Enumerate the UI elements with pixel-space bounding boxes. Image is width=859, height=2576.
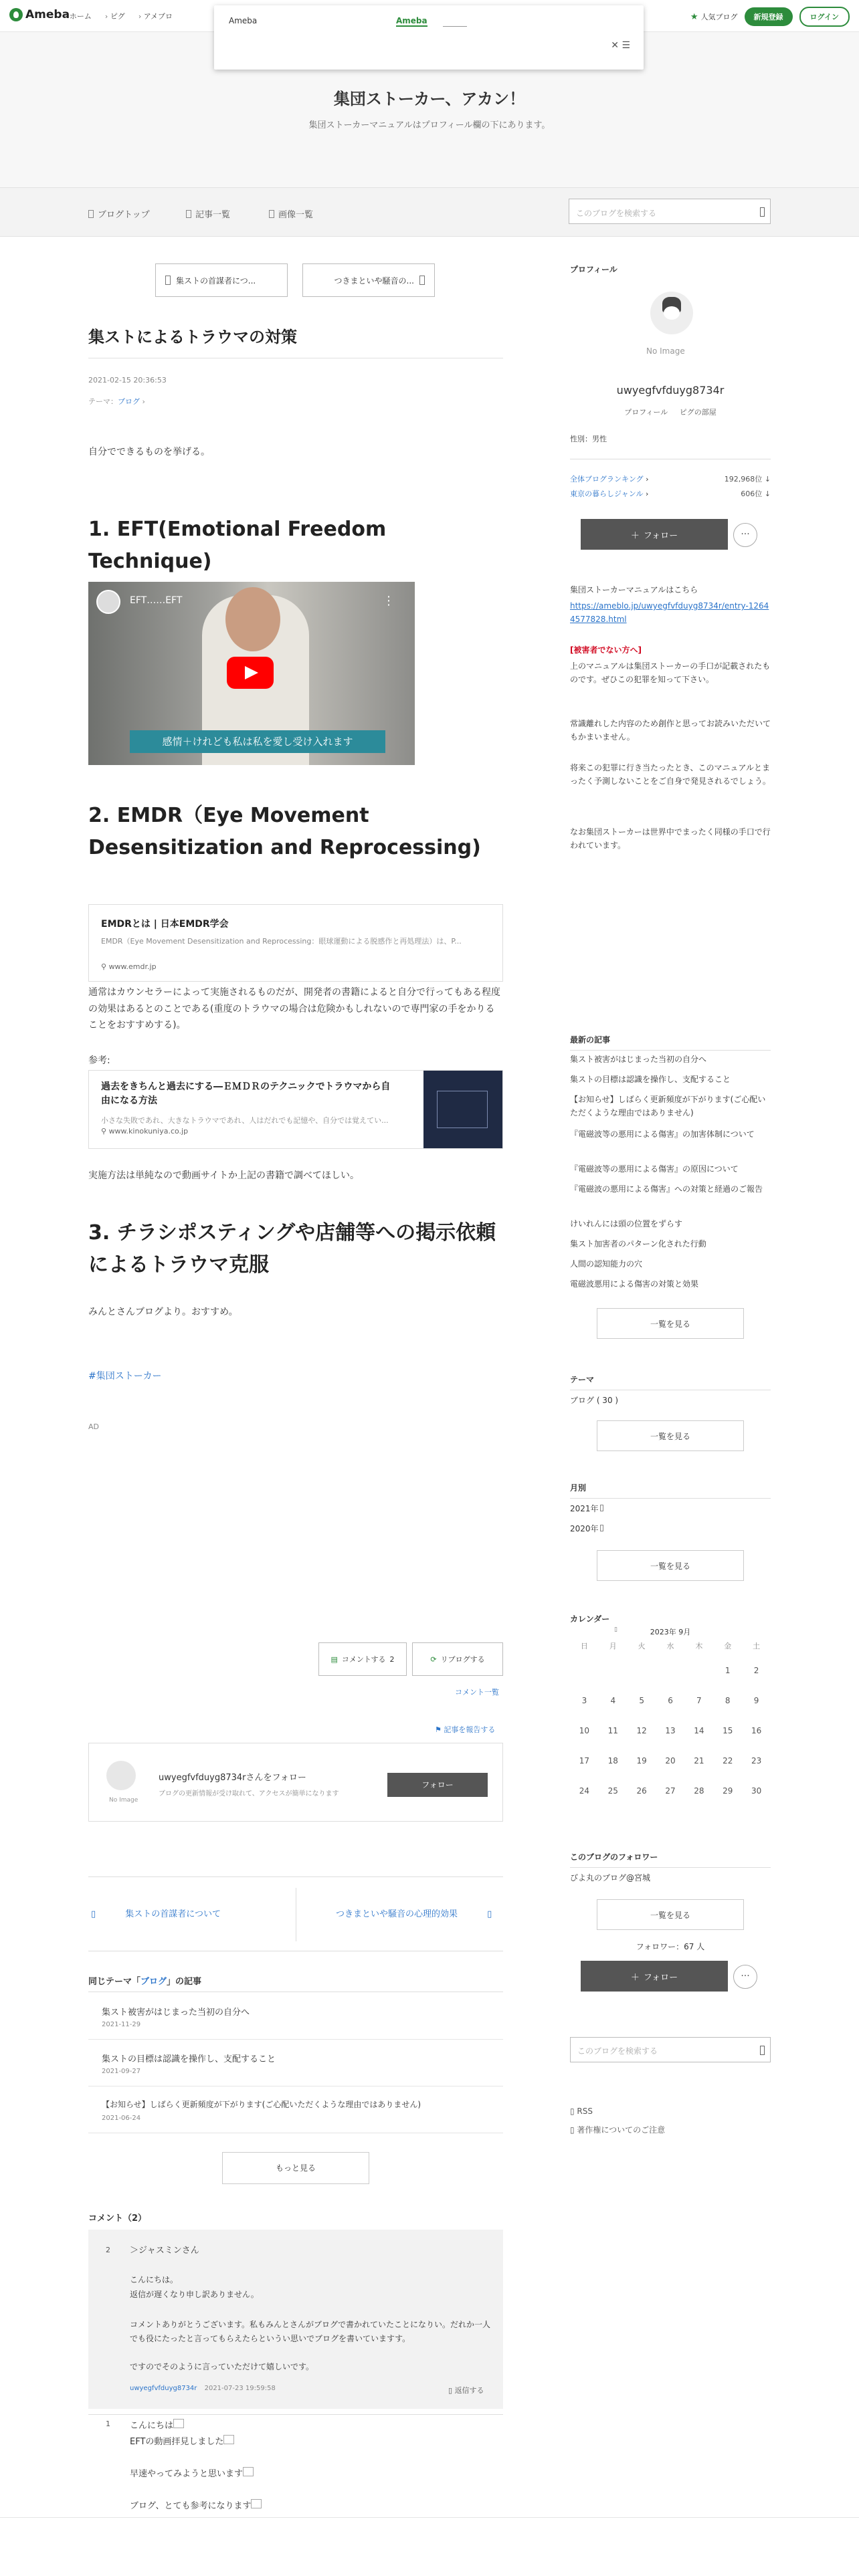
nav-pigg[interactable]: › ピグ <box>105 11 125 21</box>
more-vert-icon[interactable]: ⋮ <box>383 594 395 608</box>
ameba-logo[interactable]: Ameba <box>9 8 70 21</box>
follow-box: No Image uwyegfvfduyg8734rさんをフォロー ブログの更新情報が受け取れて、アクセスが簡単になります フォロー <box>88 1743 503 1822</box>
month-heading: 月別 <box>570 1483 587 1493</box>
video-person-head <box>225 587 280 651</box>
profile-gender: 性別：男性 <box>570 435 607 443</box>
calendar-prev-icon[interactable]: ▯ <box>614 1626 617 1633</box>
comments-header: コメント（2） <box>88 2214 147 2224</box>
follow-subtext: ブログの更新情報が受け取れて、アクセスが簡単になります <box>159 1790 339 1798</box>
month-item[interactable]: 2021年 <box>570 1502 771 1515</box>
comment-author-line: ＞ジャスミンさん <box>130 2246 199 2256</box>
calendar-day[interactable]: 4 <box>610 1696 616 1705</box>
calendar-day[interactable]: 8 <box>725 1696 731 1705</box>
comment-line: 早速やってみようと思います <box>130 2466 254 2479</box>
pig-room-link[interactable]: ピグの部屋 <box>679 408 717 417</box>
profile-avatar[interactable] <box>650 292 693 334</box>
calendar-day <box>628 1656 656 1686</box>
recent-heading: 最新の記事 <box>570 1035 611 1045</box>
calendar-dow: 月 <box>609 1642 617 1650</box>
calendar-day[interactable]: 27 <box>665 1786 676 1796</box>
calendar-day <box>656 1656 685 1686</box>
book-cover-image <box>423 1071 502 1148</box>
link-card-book[interactable] <box>88 1070 503 1149</box>
rss-icon: ▯ <box>570 2107 577 2116</box>
calendar-day[interactable]: 13 <box>665 1726 676 1735</box>
calendar-day[interactable]: 5 <box>639 1696 644 1705</box>
comment-list-link[interactable]: コメント一覧 <box>455 1688 499 1697</box>
entry-date: 2021-02-15 20:36:53 <box>88 376 167 385</box>
blog-nav <box>0 187 859 237</box>
emoji-image <box>173 2419 184 2428</box>
followers-list-button[interactable]: 一覧を見る <box>597 1899 744 1930</box>
video-title[interactable]: EFT……EFT <box>130 595 183 606</box>
section-heading-eft: 1. EFT(Emotional Freedom Technique) <box>88 518 387 573</box>
followers-heading: このブログのフォロワー <box>570 1852 658 1862</box>
calendar-day[interactable]: 28 <box>694 1786 704 1796</box>
follow-button[interactable]: フォロー <box>387 1773 488 1797</box>
hashtag-link[interactable]: #集団ストーカー <box>88 1371 162 1382</box>
method-paragraph: 実施方法は単純なので動画サイトか上記の書籍で調べてほしい。 <box>88 1170 360 1181</box>
calendar-day[interactable]: 23 <box>751 1756 762 1765</box>
comment-line: こんにちは <box>130 2418 184 2431</box>
calendar-day[interactable]: 14 <box>694 1726 704 1735</box>
emoji-image <box>251 2499 262 2508</box>
ameba-dropdown <box>214 5 644 70</box>
entry-intro: 自分でできるものを挙げる。 <box>88 447 210 457</box>
play-icon[interactable] <box>227 657 274 689</box>
recent-item[interactable]: 集スト加害者のパターン化された行動 <box>570 1239 706 1249</box>
section-heading-emdr: 2. EMDR（Eye Movement Desensitization and Reprocessing) <box>88 804 481 859</box>
recent-item[interactable]: けいれんには頭の位置をずらす <box>570 1219 683 1228</box>
month-list-button[interactable]: 一覧を見る <box>597 1550 744 1581</box>
calendar-day[interactable]: 15 <box>723 1726 733 1735</box>
reply-icon: ▯ <box>448 2386 455 2395</box>
calendar-day[interactable]: 17 <box>579 1756 590 1765</box>
close-icon[interactable]: ✕ ☰ <box>611 40 630 51</box>
youtube-embed[interactable] <box>88 582 415 765</box>
theme-item[interactable]: ブログ ( 30 ) <box>570 1396 619 1405</box>
calendar-day[interactable]: 12 <box>636 1726 647 1735</box>
comment-item: 2 ＞ジャスミンさん こんにちは。 返信が遅くなり申し訳ありません。 コメントありがとうございます。私もみんとさんがブログで書かれていたことになりい。だれか一人でも役にたったと言ってもらえたらというい思いでブログを書いていますす。 ですのでそのように言っていただけて嬉しいです。 uwyegfvfduyg8734r 2021-07-23 19:59:58 ▯ 返信する <box>88 2230 503 2409</box>
login-button[interactable]: ログイン <box>799 7 850 27</box>
recent-item[interactable]: 電磁波悪用による傷害の対策と効果 <box>570 1279 699 1289</box>
calendar-day <box>599 1656 628 1686</box>
manual-label: 集団ストーカーマニュアルはこちら <box>570 585 698 595</box>
calendar-day[interactable]: 9 <box>753 1696 759 1705</box>
calendar-day[interactable]: 18 <box>607 1756 618 1765</box>
h3-paragraph: みんとさんブログより。おすすめ。 <box>88 1307 238 1317</box>
nav-image-list[interactable]: 画像一覧 <box>269 207 313 220</box>
report-link[interactable]: ⚑ 記事を報告する <box>435 1725 496 1734</box>
calendar-day[interactable]: 25 <box>607 1786 618 1796</box>
ameba-logo-icon <box>9 8 23 21</box>
calendar-day[interactable]: 10 <box>579 1726 590 1735</box>
chevron-right-icon: ▯ <box>487 1909 492 1919</box>
theme-list-button[interactable]: 一覧を見る <box>597 1420 744 1451</box>
chevron-right-icon <box>419 276 425 285</box>
calendar-day[interactable]: 20 <box>665 1756 676 1765</box>
sidebar-follow-button-2[interactable]: ＋ フォロー <box>581 1961 728 1992</box>
star-icon: ★ <box>690 11 698 22</box>
link-card-emdr[interactable] <box>88 904 503 982</box>
warning-text: 常識離れした内容のため創作と思ってお読みいただいてもかまいません。 <box>570 719 771 742</box>
calendar-day <box>570 1656 599 1686</box>
sidebar-follow-button[interactable]: ＋ フォロー <box>581 519 728 550</box>
calendar-day[interactable]: 11 <box>607 1726 618 1735</box>
emdr-paragraph: 通常はカウンセラーによって実施されるものだが、開発者の書籍によると自分で行ってもある程度の効果はあるとのことである(重度のトラウマの場合は危険かもしれないので専門家の手をかりることをおすすめする)。 <box>88 987 500 1031</box>
blog-description: 集団ストーカーマニュアルはプロフィール欄の下にあります。 <box>308 120 551 130</box>
calendar-day[interactable]: 3 <box>581 1696 587 1705</box>
more-options-button-2[interactable]: ··· <box>733 1965 757 1989</box>
related-theme-link[interactable]: ブログ <box>140 1977 167 1987</box>
more-options-button[interactable]: ··· <box>733 523 757 547</box>
related-item[interactable]: 【お知らせ】しばらく更新頻度が下がります(ご心配いただくような理由ではありません) 2021-06-24 <box>88 2089 503 2133</box>
signup-button[interactable]: 新規登録 <box>745 7 793 26</box>
recent-item[interactable]: 集スト被害がはじまった当初の自分へ <box>570 1055 707 1064</box>
manual-link[interactable]: https://ameblo.jp/uwyegfvfduyg8734r/entry-12644577828.html <box>570 601 769 625</box>
ranking-genre: 東京の暮らしジャンル › 606位 ↓ <box>570 490 771 498</box>
recent-item[interactable]: 『電磁波等の悪用による傷害』の加害体制について <box>570 1130 755 1139</box>
nav-home[interactable]: › ホーム <box>64 11 92 21</box>
video-caption: 感情＋けれども私は私を愛し受け入れます <box>130 730 385 753</box>
card-url: ⚲ www.emdr.jp <box>101 962 157 971</box>
ad-label: AD <box>88 1422 99 1431</box>
recent-list-button[interactable]: 一覧を見る <box>597 1308 744 1339</box>
blog-title[interactable]: 集団ストーカー、アカン！ <box>333 90 526 108</box>
calendar-day[interactable]: 1 <box>725 1666 731 1675</box>
calendar-month: 2023年 9月 <box>650 1628 691 1636</box>
calendar <box>570 1637 771 1806</box>
reblog-icon: ⟳ <box>430 1654 437 1664</box>
calendar-day <box>684 1656 713 1686</box>
calendar-day[interactable]: 24 <box>579 1786 590 1796</box>
channel-avatar[interactable] <box>96 590 120 614</box>
nav-blog-top[interactable]: ブログトップ <box>88 207 150 220</box>
calendar-dow: 水 <box>666 1642 674 1650</box>
comment-line: EFTの動画拝見しました <box>130 2434 234 2447</box>
chevron-left-icon <box>165 276 171 285</box>
home-icon <box>88 210 94 218</box>
blog-search-input[interactable]: このブログを検索する <box>569 199 771 224</box>
month-item[interactable]: 2020年 <box>570 1522 771 1535</box>
pager-prev[interactable]: ▯ 集ストの首謀者について <box>91 1909 221 1919</box>
search-icon[interactable] <box>760 2046 765 2055</box>
warning-text: 将来この犯罪に行き当たったとき、このマニュアルとまったく予測しないことをご自身で発見されるでしょう。 <box>570 763 771 786</box>
calendar-day[interactable]: 19 <box>636 1756 647 1765</box>
card-title: 過去をきちんと過去にする―ＥＭＤＲのテクニックでトラウマから自由になる方法 <box>101 1081 391 1106</box>
related-header: 同じテーマ「ブログ」の記事 <box>88 1977 202 1987</box>
calendar-day[interactable]: 21 <box>694 1756 704 1765</box>
calendar-dow: 金 <box>724 1642 732 1650</box>
comment-meta: uwyegfvfduyg8734r 2021-07-23 19:59:58 <box>130 2385 276 2392</box>
ref-label: 参考: <box>88 1055 110 1066</box>
list-icon <box>186 210 191 218</box>
recent-item[interactable]: 『電磁波の悪用による傷害』への対策と経過のご報告 <box>570 1184 763 1194</box>
emoji-image <box>243 2467 254 2476</box>
recent-item[interactable]: 『電磁波等の悪用による傷害』の原因について <box>570 1164 739 1174</box>
follow-text: uwyegfvfduyg8734rさんをフォロー <box>159 1773 306 1783</box>
calendar-day[interactable]: 30 <box>751 1786 762 1796</box>
ranking-genre-link[interactable]: 東京の暮らしジャンル <box>570 490 644 498</box>
sidebar-search-input[interactable]: このブログを検索する <box>570 2037 771 2062</box>
reply-link[interactable]: ▯ 返信する <box>448 2386 484 2395</box>
warning-text: なお集団ストーカーは世界中でまったく同様の手口で行われています。 <box>570 827 771 851</box>
next-entry-button[interactable]: つきまといや騒音の... <box>302 263 435 297</box>
global-nav <box>64 11 173 21</box>
calendar-dow: 日 <box>580 1642 588 1650</box>
popular-blog-link[interactable]: ★ 人気ブログ <box>690 11 738 22</box>
calendar-dow: 木 <box>695 1642 703 1650</box>
card-description: 小さな失敗であれ、大きなトラウマであれ、人はだれでも記憶や、自分では覚えてい... <box>101 1116 389 1125</box>
calendar-heading: カレンダー <box>570 1614 610 1624</box>
plus-icon: ＋ <box>630 1972 640 1983</box>
calendar-day[interactable]: 29 <box>723 1786 733 1796</box>
comment-button[interactable]: ▤ コメントする 2 <box>318 1642 407 1676</box>
follower-count: フォロワー：67 人 <box>636 1942 705 1951</box>
card-url: ⚲ www.kinokuniya.co.jp <box>101 1127 189 1136</box>
book-icon: ▯ <box>570 2125 577 2135</box>
calendar-dow: 土 <box>753 1642 761 1650</box>
image-icon <box>269 210 274 218</box>
copyright-link[interactable]: ▯ 著作権についてのご注意 <box>570 2125 666 2135</box>
ranking-overall-link[interactable]: 全体ブログランキング <box>570 475 644 484</box>
comment-line: ブログ、とても参考になります <box>130 2498 262 2511</box>
entry-pager <box>88 1876 503 1951</box>
avatar <box>106 1761 136 1790</box>
warning-heading: [被害者でない方へ] <box>570 645 642 655</box>
profile-username[interactable]: uwyegfvfduyg8734r <box>616 384 725 397</box>
calendar-day[interactable]: 22 <box>723 1756 733 1765</box>
reblog-button[interactable]: ⟳ リブログする <box>412 1642 503 1676</box>
recent-item[interactable]: 人間の認知能力の穴 <box>570 1259 643 1269</box>
profile-link[interactable]: プロフィール <box>624 408 668 417</box>
dropdown-tab[interactable] <box>443 16 467 27</box>
card-title: EMDRとは | 日本EMDR学会 <box>101 919 229 930</box>
rss-link[interactable]: ▯ RSS <box>570 2107 593 2116</box>
calendar-day[interactable]: 26 <box>636 1786 647 1796</box>
comment-user-link[interactable]: uwyegfvfduyg8734r <box>130 2385 197 2392</box>
profile-heading: プロフィール <box>570 265 617 274</box>
search-icon[interactable] <box>760 207 765 217</box>
related-item[interactable]: 集スト被害がはじまった当初の自分へ 2021-11-29 <box>88 1996 503 2040</box>
recent-item[interactable]: 【お知らせ】しばらく更新頻度が下がります(ご心配いただくような理由ではありません) <box>570 1095 766 1118</box>
flag-icon: ⚑ <box>435 1725 444 1734</box>
related-item[interactable]: 集ストの目標は認識を操作し、支配すること 2021-09-27 <box>88 2042 503 2086</box>
calendar-day[interactable]: 6 <box>668 1696 673 1705</box>
card-description: EMDR（Eye Movement Desensitization and Reprocessing：眼球運動による脱感作と再処理法）は、P... <box>101 937 462 946</box>
pager-next[interactable]: つきまといや騒音の心理的効果 ▯ <box>336 1909 492 1919</box>
related-more-button[interactable]: もっと見る <box>222 2152 369 2184</box>
recent-item[interactable]: 集ストの目標は認識を操作し、支配すること <box>570 1075 731 1084</box>
ranking-overall: 全体ブログランキング › 192,968位 ↓ <box>570 475 771 484</box>
calendar-dow: 火 <box>638 1642 646 1650</box>
chevron-left-icon: ▯ <box>91 1909 99 1919</box>
calendar-day[interactable]: 16 <box>751 1726 762 1735</box>
comment-number: 1 <box>106 2420 110 2428</box>
entry-title[interactable]: 集ストによるトラウマの対策 <box>88 328 297 346</box>
theme-heading: テーマ <box>570 1375 595 1384</box>
dropdown-tab-active[interactable]: Ameba <box>396 16 427 25</box>
prev-entry-button[interactable]: 集ストの首謀者につ... <box>155 263 288 297</box>
calendar-day[interactable]: 2 <box>753 1666 759 1675</box>
follower-item[interactable]: びよ丸のブログ@宮城 <box>570 1873 651 1883</box>
nav-entry-list[interactable]: 記事一覧 <box>186 207 230 220</box>
section-heading-posting: 3. チラシポスティングや店舗等への掲示依頼によるトラウマ克服 <box>88 1221 496 1277</box>
entry-theme: テーマ：ブログ › <box>88 397 145 406</box>
warning-text: 上のマニュアルは集団ストーカーの手口が記載されたものです。ぜひこの犯罪を知って下さい。 <box>570 661 771 685</box>
nav-ameblo[interactable]: › アメブロ <box>138 11 173 21</box>
plus-icon: ＋ <box>630 530 640 541</box>
emoji-image <box>223 2435 234 2444</box>
comment-icon: ▤ <box>330 1654 338 1664</box>
dropdown-label: Ameba <box>229 16 258 25</box>
theme-link[interactable]: ブログ <box>118 397 140 406</box>
calendar-day[interactable]: 7 <box>696 1696 702 1705</box>
